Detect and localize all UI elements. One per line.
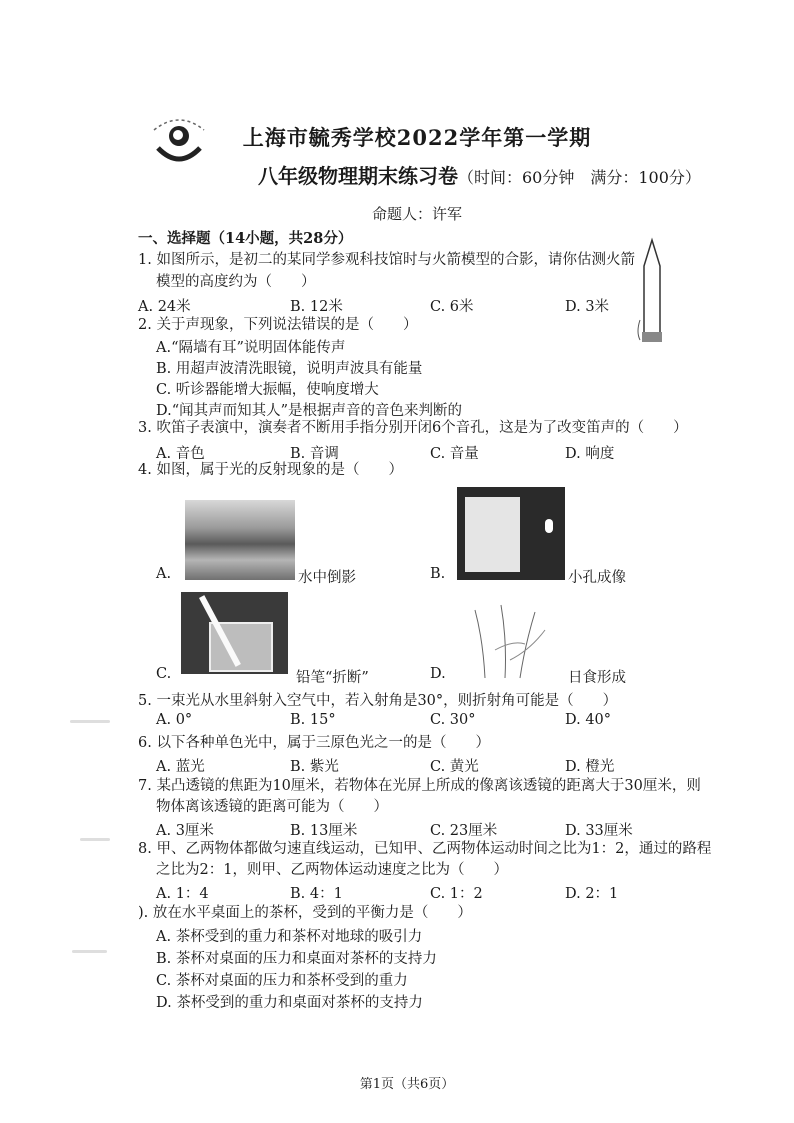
scan-smudge <box>70 720 110 723</box>
q9-option-b[interactable]: B. 茶杯对桌面的压力和桌面对茶杯的支持力 <box>156 951 437 967</box>
q6-option-b[interactable]: B. 紫光 <box>290 759 339 775</box>
q2-text: 2. 关于声现象，下列说法错误的是（ ） <box>138 317 418 333</box>
author: 命题人：许军 <box>371 205 462 223</box>
q4-option-d[interactable]: D. <box>430 666 446 682</box>
q7-text-line2: 物体离该透镜的距离可能为（ ） <box>156 799 388 815</box>
q8-text-line1: 8. 甲、乙两物体都做匀速直线运动，已知甲、乙两物体运动时间之比为1：2，通过的路程 <box>138 841 712 857</box>
q5-option-d[interactable]: D. 40° <box>565 712 612 728</box>
bent-pencil-photo <box>181 592 288 674</box>
q1-option-b[interactable]: B. 12米 <box>290 299 343 315</box>
scan-smudge <box>80 838 110 841</box>
solar-eclipse-photo <box>465 600 560 680</box>
q5-text: 5. 一束光从水里斜射入空气中，若入射角是30°，则折射角可能是（ ） <box>138 693 618 709</box>
q2-option-a[interactable]: A.“隔墙有耳”说明固体能传声 <box>156 340 346 356</box>
exam-title-row <box>258 160 701 189</box>
water-reflection-photo <box>185 500 295 580</box>
q7-text-line1: 7. 某凸透镜的焦距为10厘米，若物体在光屏上所成的像离该透镜的距离大于30厘米，则 <box>138 778 701 794</box>
q9-option-d[interactable]: D. 茶杯受到的重力和桌面对茶杯的支持力 <box>156 995 423 1011</box>
q8-option-a[interactable]: A. 1：4 <box>156 886 209 902</box>
pinhole-image-photo <box>457 487 565 580</box>
q1-text-line1: 1. 如图所示，是初二的某同学参观科技馆时与火箭模型的合影，请你估测火箭 <box>138 252 635 268</box>
school-title: 上海市毓秀学校2022学年第一学期 <box>242 125 592 150</box>
section-heading: 一、选择题（14小题，共28分） <box>138 230 353 247</box>
q4-option-a[interactable]: A. <box>156 566 172 582</box>
q4-caption-d: 日食形成 <box>568 670 626 686</box>
exam-title: 八年级物理期末练习卷 <box>258 164 458 188</box>
q9-option-c[interactable]: C. 茶杯对桌面的压力和茶杯受到的重力 <box>156 973 408 989</box>
q4-option-b[interactable]: B. <box>430 566 446 582</box>
q6-option-d[interactable]: D. 橙光 <box>565 759 615 775</box>
q4-caption-c: 铅笔“折断” <box>296 670 369 686</box>
q8-option-b[interactable]: B. 4：1 <box>290 886 343 902</box>
q3-option-b[interactable]: B. 音调 <box>290 446 339 462</box>
q8-option-d[interactable]: D. 2：1 <box>565 886 619 902</box>
q6-option-c[interactable]: C. 黄光 <box>430 759 479 775</box>
q5-option-c[interactable]: C. 30° <box>430 712 476 728</box>
q3-text: 3. 吹笛子表演中，演奏者不断用手指分别开闭6个音孔，这是为了改变笛声的（ ） <box>138 420 688 436</box>
q3-option-d[interactable]: D. 响度 <box>565 446 615 462</box>
q7-option-a[interactable]: A. 3厘米 <box>156 823 214 839</box>
q3-option-c[interactable]: C. 音量 <box>430 446 479 462</box>
q9-option-a[interactable]: A. 茶杯受到的重力和茶杯对地球的吸引力 <box>156 929 423 945</box>
q8-option-c[interactable]: C. 1：2 <box>430 886 483 902</box>
q4-option-c[interactable]: C. <box>156 666 172 682</box>
q3-option-a[interactable]: A. 音色 <box>156 446 205 462</box>
q7-option-d[interactable]: D. 33厘米 <box>565 823 633 839</box>
q7-option-c[interactable]: C. 23厘米 <box>430 823 498 839</box>
q9-text: ). 放在水平桌面上的茶杯，受到的平衡力是（ ） <box>138 905 472 921</box>
q5-option-b[interactable]: B. 15° <box>290 712 336 728</box>
exam-meta: （时间：60分钟 满分：100分） <box>458 168 701 187</box>
q6-option-a[interactable]: A. 蓝光 <box>156 759 205 775</box>
q4-text: 4. 如图，属于光的反射现象的是（ ） <box>138 462 403 478</box>
q4-caption-a: 水中倒影 <box>298 570 356 586</box>
q4-caption-b: 小孔成像 <box>568 570 626 586</box>
q2-option-c[interactable]: C. 听诊器能增大振幅，使响度增大 <box>156 382 379 398</box>
q1-option-a[interactable]: A. 24米 <box>138 299 191 315</box>
q1-option-c[interactable]: C. 6米 <box>430 299 474 315</box>
q7-option-b[interactable]: B. 13厘米 <box>290 823 358 839</box>
q1-option-d[interactable]: D. 3米 <box>565 299 610 315</box>
q2-option-d[interactable]: D.“闻其声而知其人”是根据声音的音色来判断的 <box>156 403 463 419</box>
q2-option-b[interactable]: B. 用超声波清洗眼镜，说明声波具有能量 <box>156 361 423 377</box>
q5-option-a[interactable]: A. 0° <box>156 712 193 728</box>
rocket-model-photo <box>632 236 672 348</box>
q1-text-line2: 模型的高度约为（ ） <box>156 274 316 290</box>
q8-text-line2: 之比为2：1，则甲、乙两物体运动速度之比为（ ） <box>156 862 508 878</box>
q6-text: 6. 以下各种单色光中，属于三原色光之一的是（ ） <box>138 735 490 751</box>
scan-smudge <box>72 950 107 953</box>
page-footer: 第1页（共6页） <box>359 1077 455 1092</box>
